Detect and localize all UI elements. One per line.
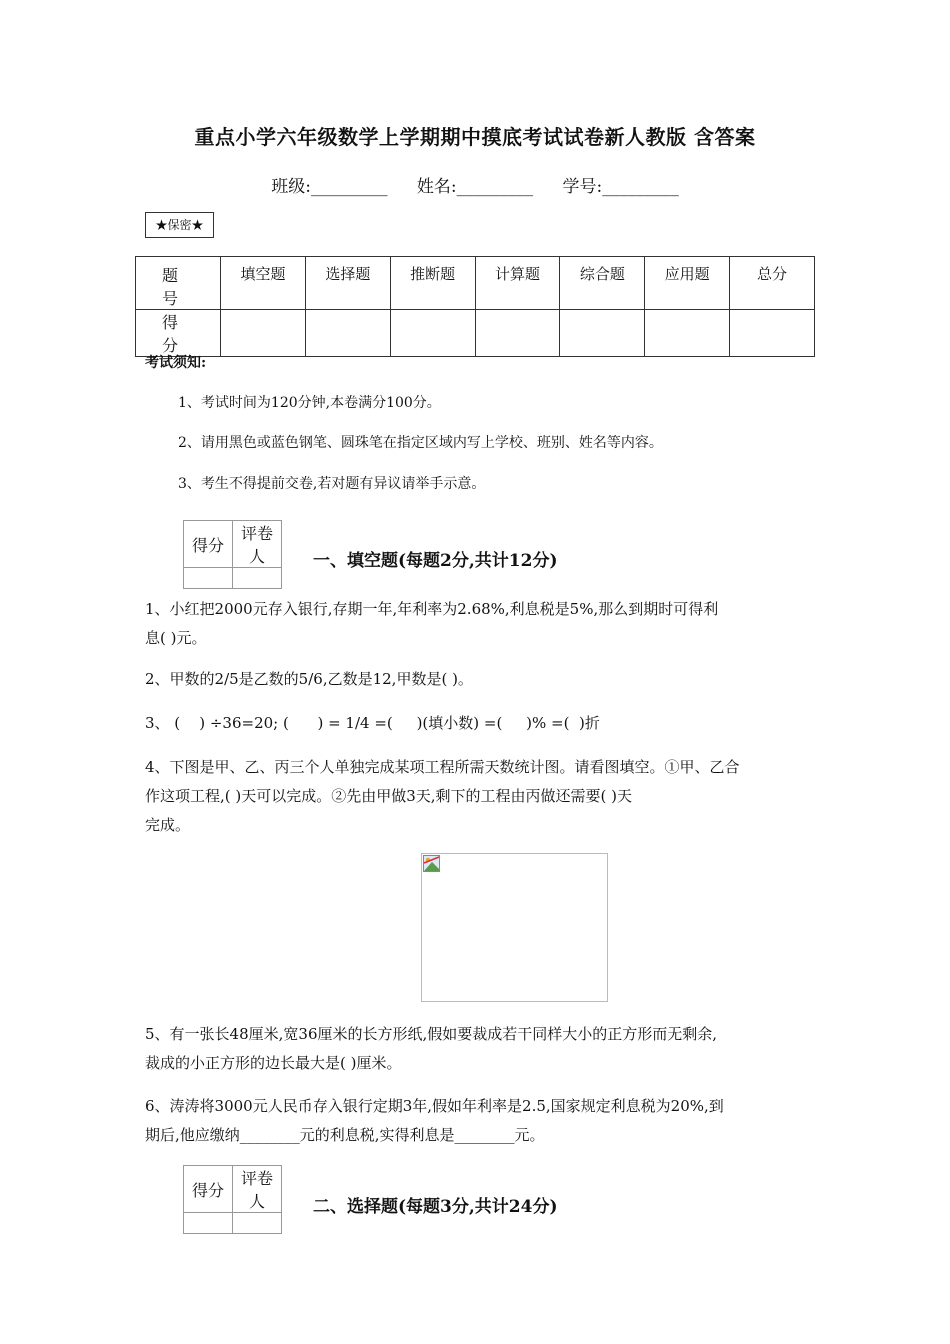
grader-name-label: 评卷人 [233, 1166, 282, 1213]
score-table-column: 综合题 [560, 257, 645, 310]
grader-box [183, 1165, 282, 1234]
question-text: 5、有一张长48厘米,宽36厘米的长方形纸,假如要裁成若干同样大小的正方形而无剩余, [145, 1025, 718, 1043]
score-table-column: 总分 [730, 257, 815, 310]
question-text: 完成。 [145, 816, 191, 834]
question-1 [145, 595, 810, 653]
score-table-column: 选择题 [305, 257, 390, 310]
grader-score-cell[interactable] [184, 568, 233, 589]
exam-title: 重点小学六年级数学上学期期中摸底考试试卷新人教版 含答案 [194, 125, 756, 149]
student-id-field[interactable]: 学号:_________ [562, 177, 679, 197]
score-table-score-row [136, 310, 815, 357]
grader-name-cell[interactable] [233, 1213, 282, 1234]
score-cell[interactable] [390, 310, 475, 357]
question-text: 6、涛涛将3000元人民币存入银行定期3年,假如年利率是2.5,国家规定利息税为20%,到 [145, 1097, 724, 1115]
section-title-fill-blank: 一、填空题(每题2分,共计12分) [313, 551, 558, 571]
question-text: 裁成的小正方形的边长最大是( )厘米。 [145, 1054, 402, 1072]
name-field[interactable]: 姓名:_________ [416, 177, 534, 197]
class-field[interactable]: 班级:_________ [271, 177, 388, 197]
grader-score-cell[interactable] [184, 1213, 233, 1234]
question-text: 作这项工程,( )天可以完成。②先由甲做3天,剩下的工程由丙做还需要( )天 [145, 787, 633, 805]
notice-item: 1、考试时间为120分钟,本卷满分100分。 [178, 395, 441, 411]
score-cell[interactable] [645, 310, 730, 357]
question-4 [145, 753, 810, 840]
question-text: 期后,他应缴纳________元的利息税,实得利息是________元。 [145, 1126, 545, 1144]
grader-name-cell[interactable] [233, 568, 282, 589]
score-table-column: 应用题 [645, 257, 730, 310]
grader-score-label: 得分 [184, 1166, 233, 1213]
question-text: 1、小红把2000元存入银行,存期一年,年利率为2.68%,利息税是5%,那么到期时可得利 [145, 600, 719, 618]
chart-image-placeholder [421, 853, 608, 1002]
confidential-badge: ★保密★ [145, 212, 214, 238]
score-table-column: 计算题 [475, 257, 560, 310]
score-table-header-row [136, 257, 815, 310]
student-info-line [0, 172, 950, 197]
question-text: 4、下图是甲、乙、丙三个人单独完成某项工程所需天数统计图。请看图填空。①甲、乙合 [145, 758, 740, 776]
question-2: 2、甲数的2/5是乙数的5/6,乙数是12,甲数是( )。 [145, 670, 473, 688]
question-6 [145, 1092, 810, 1150]
broken-image-icon [423, 855, 440, 872]
question-5 [145, 1020, 810, 1078]
score-table [135, 256, 815, 357]
score-table-row-label: 得 分 [136, 310, 221, 357]
grader-score-label: 得分 [184, 521, 233, 568]
score-cell[interactable] [730, 310, 815, 357]
notice-item: 2、请用黑色或蓝色钢笔、圆珠笔在指定区域内写上学校、班别、姓名等内容。 [178, 435, 663, 451]
question-text: 息( )元。 [145, 629, 207, 647]
grader-box [183, 520, 282, 589]
notice-item: 3、考生不得提前交卷,若对题有异议请举手示意。 [178, 476, 486, 492]
score-cell[interactable] [305, 310, 390, 357]
score-cell[interactable] [475, 310, 560, 357]
score-table-header-label: 题 号 [136, 257, 221, 310]
score-cell[interactable] [221, 310, 306, 357]
notice-title: 考试须知: [145, 355, 207, 371]
question-3: 3、 ( ) ÷36=20; ( ) = 1/4 =( )(填小数) =( )% =( )折 [145, 714, 600, 732]
score-table-column: 填空题 [221, 257, 306, 310]
section-title-multiple-choice: 二、选择题(每题3分,共计24分) [313, 1197, 558, 1217]
score-cell[interactable] [560, 310, 645, 357]
score-table-column: 推断题 [390, 257, 475, 310]
grader-name-label: 评卷人 [233, 521, 282, 568]
